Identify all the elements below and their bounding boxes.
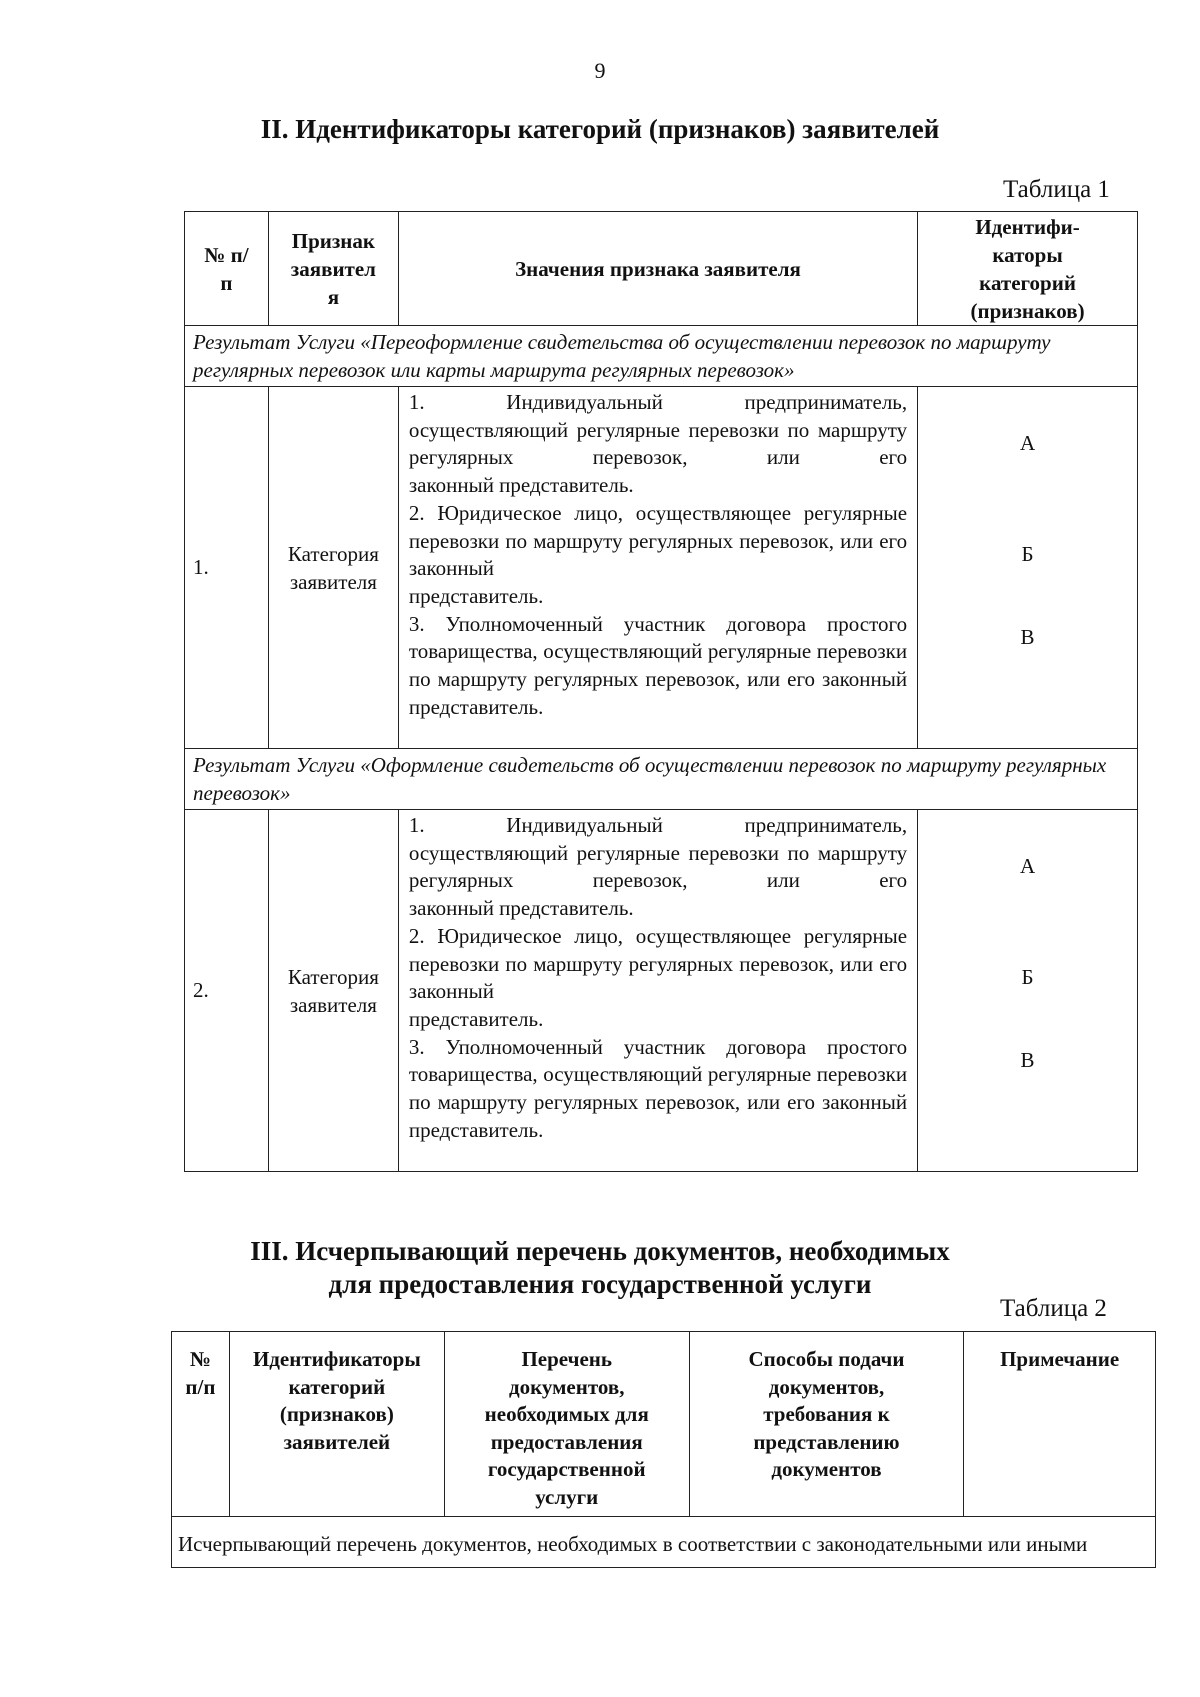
section-3-title-line-2: для предоставления государственной услуги bbox=[328, 1269, 872, 1299]
applicant-sign: Категория заявителя bbox=[268, 387, 398, 749]
table-2-header-row bbox=[172, 1332, 1156, 1517]
table-2 bbox=[171, 1331, 1156, 1568]
header-docs: Перечень документов, необходимых для предоставления государственной услуги bbox=[444, 1332, 689, 1517]
value-entry: 1. Индивидуальный предприниматель, осуществляющий регулярные перевозки по маршруту регулярных перевозок, или его законный представитель. bbox=[408, 813, 908, 921]
category-id: Б bbox=[1021, 965, 1034, 989]
table-row bbox=[172, 1517, 1156, 1568]
row-number: 1. bbox=[185, 387, 269, 749]
header-values: Значения признака заявителя bbox=[398, 212, 917, 326]
page-number: 9 bbox=[594, 58, 606, 83]
category-id: Б bbox=[1021, 542, 1034, 566]
category-id: В bbox=[1020, 625, 1035, 649]
row-number: 2. bbox=[185, 810, 269, 1172]
result-row-2 bbox=[185, 749, 1138, 810]
category-ids bbox=[918, 387, 1138, 749]
table-1 bbox=[184, 211, 1138, 1172]
applicant-sign: Категория заявителя bbox=[268, 810, 398, 1172]
value-entry: 3. Уполномоченный участник договора простого товарищества, осуществляющий регулярные перевозки по маршруту регулярных перевозок, или его законный представитель. bbox=[408, 1034, 908, 1142]
value-entry: 1. Индивидуальный предприниматель, осуществляющий регулярные перевозки по маршруту регулярных перевозок, или его законный представитель. bbox=[408, 390, 908, 498]
table-row bbox=[185, 810, 1138, 1172]
table-1-caption: Таблица 1 bbox=[1003, 176, 1110, 203]
section-3-title-line-1: III. Исчерпывающий перечень документов, необходимых bbox=[250, 1236, 950, 1266]
category-id: А bbox=[1019, 854, 1036, 878]
header-num: № п/п bbox=[172, 1332, 230, 1517]
header-ids: Идентификаторы категорий (признаков) заявителей bbox=[229, 1332, 444, 1517]
documents-list-caption: Исчерпывающий перечень документов, необходимых в соответствии с законодательными или иными bbox=[172, 1517, 1156, 1568]
header-sign: Признак заявител я bbox=[268, 212, 398, 326]
category-id: А bbox=[1019, 431, 1036, 455]
value-entry: 3. Уполномоченный участник договора простого товарищества, осуществляющий регулярные перевозки по маршруту регулярных перевозок, или его законный представитель. bbox=[408, 611, 908, 719]
category-ids bbox=[918, 810, 1138, 1172]
table-row bbox=[185, 387, 1138, 749]
result-caption: Результат Услуги «Переоформление свидетельства об осуществлении перевозок по маршруту регулярных перевозок или карты маршрута регулярных перевозок» bbox=[185, 326, 1138, 387]
section-2-title: II. Идентификаторы категорий (признаков) заявителей bbox=[260, 114, 940, 144]
value-entry: 2. Юридическое лицо, осуществляющее регулярные перевозки по маршруту регулярных перевозок, или его законный представитель. bbox=[408, 923, 908, 1031]
header-methods: Способы подачи документов, требования к представлению документов bbox=[689, 1332, 964, 1517]
result-row-1 bbox=[185, 326, 1138, 387]
table-1-header-row bbox=[185, 212, 1138, 326]
header-note: Примечание bbox=[964, 1332, 1156, 1517]
result-caption: Результат Услуги «Оформление свидетельств об осуществлении перевозок по маршруту регулярных перевозок» bbox=[185, 749, 1138, 810]
value-entry: 2. Юридическое лицо, осуществляющее регулярные перевозки по маршруту регулярных перевозок, или его законный представитель. bbox=[408, 500, 908, 608]
sign-values bbox=[398, 387, 917, 749]
header-num: № п/п bbox=[185, 212, 269, 326]
header-ids: Идентифи-каторы категорий (признаков) bbox=[918, 212, 1138, 326]
table-2-caption: Таблица 2 bbox=[1000, 1295, 1107, 1322]
sign-values bbox=[398, 810, 917, 1172]
category-id: В bbox=[1020, 1048, 1035, 1072]
